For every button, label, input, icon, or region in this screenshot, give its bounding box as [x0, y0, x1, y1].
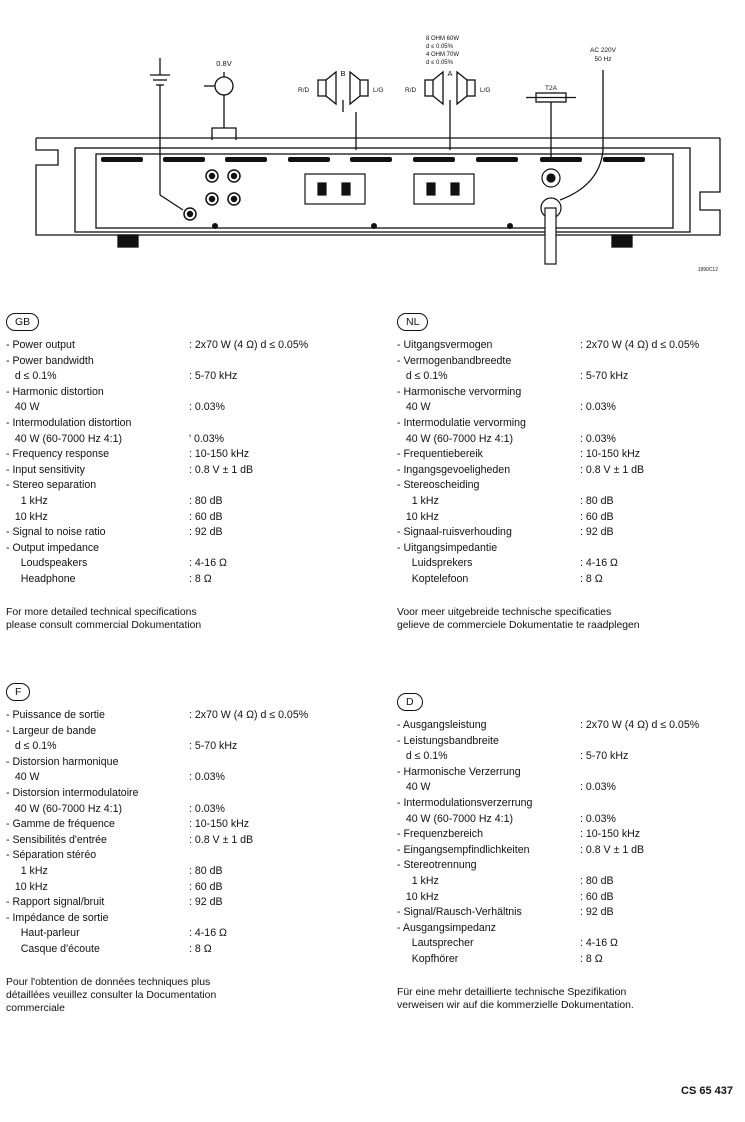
spec-value: : 60 dB: [580, 890, 614, 903]
spec-label: 40 W (60-7000 Hz 4:1): [6, 432, 122, 445]
spec-row: [6, 494, 308, 510]
amplifier-chassis: [36, 138, 720, 235]
spec-value: : 4-16 Ω: [580, 937, 618, 950]
spec-label: Kopfhörer: [397, 952, 459, 965]
spec-row: [6, 525, 308, 541]
spec-row: [397, 952, 699, 968]
spec-label: Loudspeakers: [6, 557, 88, 570]
input-connector-icon: [204, 72, 236, 140]
spec-value: : 4-16 Ω: [580, 557, 618, 570]
spec-label: - Stereoscheiding: [397, 479, 480, 492]
spec-label: 40 W (60-7000 Hz 4:1): [397, 432, 513, 445]
spec-row: [6, 802, 308, 818]
spec-row: [6, 755, 308, 771]
spec-row: [6, 385, 308, 401]
spec-label: - Ausgangsimpedanz: [397, 921, 496, 934]
spec-label: - Ausgangsleistung: [397, 719, 487, 731]
output-b-label: B: [340, 69, 346, 78]
spec-value: : 5-70 kHz: [580, 370, 629, 383]
spec-value: : 0.03%: [580, 432, 616, 445]
section-note: Voor meer uitgebreide technische specificaties gelieve de commerciele Dokumentatie te raadplegen: [397, 606, 640, 631]
spec-row: [397, 541, 699, 557]
spec-row: [6, 864, 308, 880]
spec-value: : 2x70 W (4 Ω) d ≤ 0.05%: [580, 339, 700, 351]
spec-label: Haut-parleur: [6, 927, 80, 940]
spec-row: [6, 354, 308, 370]
spec-value: : 92 dB: [189, 526, 223, 539]
spec-label: - Power output: [6, 339, 75, 351]
mains-cable: [545, 208, 556, 264]
mains-lead: [560, 70, 603, 200]
spec-row: [397, 400, 699, 416]
language-tag: GB: [6, 313, 39, 331]
spec-label: - Séparation stéréo: [6, 849, 97, 862]
section-note: Für eine mehr detaillierte technische Spezifikation verweisen wir auf die kommerzielle Dokumentation.: [397, 986, 634, 1011]
spec-value: : 0.03%: [189, 771, 225, 784]
language-tag: F: [6, 683, 30, 701]
spec-label: - Signal to noise ratio: [6, 526, 106, 539]
spec-label: Lautsprecher: [397, 937, 474, 950]
spec-row: [6, 770, 308, 786]
spec-value: : 60 dB: [189, 510, 223, 523]
spec-label: - Harmonische vervorming: [397, 385, 522, 398]
spec-label: - Puissance de sortie: [6, 709, 105, 721]
spec-row: [6, 880, 308, 896]
section-nl: [397, 313, 699, 632]
spec-row: [6, 510, 308, 526]
spec-label: 10 kHz: [397, 890, 439, 903]
spec-label: d ≤ 0.1%: [6, 740, 57, 753]
spec-row: [397, 510, 699, 526]
spec-label: - Sensibilités d'entrée: [6, 833, 107, 846]
rear-panel-diagram: [0, 0, 745, 285]
spec-value: : 92 dB: [580, 526, 614, 539]
spec-label: 10 kHz: [397, 510, 439, 523]
input-level-label: 0.8V: [216, 59, 232, 68]
spec-label: - Impédance de sortie: [6, 911, 109, 924]
speaker-a-left-label: R/D: [405, 87, 417, 94]
spec-row: [397, 556, 699, 572]
speaker-b-left-label: R/D: [298, 87, 310, 94]
spec-value: : 8 Ω: [580, 952, 603, 965]
spec-value: : 60 dB: [580, 510, 614, 523]
spec-value: : 0.8 V ± 1 dB: [580, 843, 645, 856]
spec-row: [397, 827, 699, 843]
language-tag: NL: [397, 313, 428, 331]
spec-value: : 0.03%: [189, 802, 225, 815]
spec-value: : 4-16 Ω: [189, 927, 227, 940]
spec-row: [397, 936, 699, 952]
spec-row: [6, 895, 308, 911]
spec-label: Casque d'écoute: [6, 942, 100, 955]
section-note: For more detailed technical specifications please consult commercial Dokumentation: [6, 606, 202, 631]
output-a-spec-1: 8 OHM 60W: [426, 36, 460, 42]
spec-row: [397, 905, 699, 921]
spec-row: [397, 447, 699, 463]
spec-label: Koptelefoon: [397, 572, 469, 585]
language-tag: D: [397, 693, 423, 711]
spec-label: - Stereo separation: [6, 479, 97, 492]
spec-label: - Frequenzbereich: [397, 828, 483, 841]
spec-label: - Harmonic distortion: [6, 385, 104, 398]
spec-row: [6, 942, 308, 958]
spec-label: 1 kHz: [6, 864, 48, 877]
spec-value: : 0.03%: [580, 781, 616, 794]
spec-row: [6, 739, 308, 755]
spec-row: [397, 354, 699, 370]
spec-label: - Largeur de bande: [6, 724, 97, 737]
spec-label: - Eingangsempfindlichkeiten: [397, 843, 530, 856]
spec-value: ' 0.03%: [189, 432, 225, 445]
spec-label: - Ingangsgevoeligheden: [397, 463, 511, 476]
spec-row: [397, 921, 699, 937]
spec-label: - Power bandwidth: [6, 354, 94, 367]
spec-value: : 8 Ω: [580, 572, 603, 585]
spec-label: - Intermodulation distortion: [6, 416, 132, 429]
spec-label: - Rapport signal/bruit: [6, 896, 105, 909]
spec-value: : 0.03%: [580, 812, 616, 825]
spec-label: - Uitgangsimpedantie: [397, 541, 498, 554]
spec-row: [397, 494, 699, 510]
spec-label: 40 W (60-7000 Hz 4:1): [6, 802, 122, 815]
spec-value: : 2x70 W (4 Ω) d ≤ 0.05%: [580, 719, 700, 731]
spec-row: [397, 385, 699, 401]
output-a-spec-3: 4 OHM 70W: [426, 52, 460, 58]
spec-row: [6, 833, 308, 849]
spec-row: [6, 478, 308, 494]
spec-value: : 10-150 kHz: [580, 448, 641, 461]
spec-row: [397, 749, 699, 765]
spec-label: - Gamme de fréquence: [6, 818, 115, 831]
section-gb: [6, 313, 308, 632]
spec-label: 40 W (60-7000 Hz 4:1): [397, 812, 513, 825]
spec-label: - Signaal-ruisverhouding: [397, 526, 512, 539]
section-note: Pour l'obtention de données techniques plus détaillées veuillez consulter la Documentation commerciale: [6, 976, 217, 1015]
spec-row: [397, 780, 699, 796]
spec-label: - Frequency response: [6, 448, 110, 461]
spec-row: [6, 911, 308, 927]
spec-row: [6, 369, 308, 385]
diagram-ref-code: 1990C12: [697, 267, 718, 273]
spec-value: : 8 Ω: [189, 942, 212, 955]
spec-label: - Output impedance: [6, 541, 100, 554]
section-f: [6, 683, 308, 1016]
spec-label: - Intermodulationsverzerrung: [397, 796, 533, 809]
spec-value: : 4-16 Ω: [189, 557, 227, 570]
spec-row: [6, 541, 308, 557]
spec-value: : 5-70 kHz: [189, 740, 238, 753]
spec-row: [397, 890, 699, 906]
spec-row: [397, 478, 699, 494]
spec-row: [6, 708, 308, 724]
mains-voltage-label: AC 220V: [589, 47, 617, 54]
spec-row: [6, 817, 308, 833]
spec-row: [6, 556, 308, 572]
spec-label: 1 kHz: [397, 874, 439, 887]
spec-value: : 10-150 kHz: [580, 828, 641, 841]
spec-label: d ≤ 0.1%: [397, 370, 448, 383]
spec-row: [397, 416, 699, 432]
spec-row: [397, 718, 699, 734]
spec-label: - Stereotrennung: [397, 859, 477, 872]
spec-row: [397, 572, 699, 588]
spec-value: : 2x70 W (4 Ω) d ≤ 0.05%: [189, 339, 309, 351]
spec-row: [6, 400, 308, 416]
spec-value: : 60 dB: [189, 880, 223, 893]
document-id: CS 65 437: [681, 1085, 733, 1097]
spec-row: [397, 765, 699, 781]
spec-value: : 10-150 kHz: [189, 448, 250, 461]
input-jacks: [184, 170, 240, 220]
spec-value: : 8 Ω: [189, 572, 212, 585]
spec-value: : 0.8 V ± 1 dB: [580, 463, 645, 476]
section-d: [397, 693, 699, 1012]
spec-row: [6, 463, 308, 479]
mains-frequency-label: 50 Hz: [594, 56, 612, 63]
spec-label: - Frequentiebereik: [397, 448, 483, 461]
spec-row: [6, 926, 308, 942]
spec-row: [6, 338, 308, 354]
spec-label: - Harmonische Verzerrung: [397, 765, 521, 778]
spec-row: [6, 572, 308, 588]
spec-row: [6, 447, 308, 463]
spec-value: : 80 dB: [189, 864, 223, 877]
ground-icon: [150, 58, 183, 210]
spec-value: : 2x70 W (4 Ω) d ≤ 0.05%: [189, 709, 309, 721]
spec-value: : 80 dB: [580, 494, 614, 507]
speaker-b-right-label: L/G: [373, 87, 384, 94]
spec-row: [397, 432, 699, 448]
spec-row: [397, 338, 699, 354]
spec-label: - Vermogenbandbreedte: [397, 354, 512, 367]
spec-label: - Signal/Rausch-Verhältnis: [397, 906, 522, 919]
fuse-label: T2A: [545, 85, 557, 92]
spec-label: 1 kHz: [397, 494, 439, 507]
spec-label: Luidsprekers: [397, 557, 473, 570]
spec-label: - Intermodulatie vervorming: [397, 416, 526, 429]
spec-row: [397, 369, 699, 385]
spec-row: [6, 786, 308, 802]
spec-label: 40 W: [6, 401, 40, 414]
spec-value: : 80 dB: [580, 874, 614, 887]
spec-label: - Distorsion intermodulatoire: [6, 786, 139, 799]
spec-row: [397, 796, 699, 812]
output-a-label: A: [447, 69, 453, 78]
spec-label: 40 W: [397, 781, 431, 794]
spec-row: [6, 724, 308, 740]
spec-label: Headphone: [6, 572, 76, 585]
spec-row: [397, 843, 699, 859]
spec-value: : 80 dB: [189, 494, 223, 507]
speaker-terminal-a: [414, 174, 474, 204]
spec-label: 1 kHz: [6, 494, 48, 507]
spec-row: [397, 734, 699, 750]
spec-value: : 0.8 V ± 1 dB: [189, 463, 254, 476]
spec-value: : 5-70 kHz: [189, 370, 238, 383]
spec-label: 40 W: [397, 401, 431, 414]
speaker-a-right-label: L/G: [480, 87, 491, 94]
spec-row: [6, 432, 308, 448]
spec-value: : 0.03%: [580, 401, 616, 414]
spec-label: - Uitgangsvermogen: [397, 339, 493, 351]
spec-row: [6, 848, 308, 864]
spec-label: 10 kHz: [6, 880, 48, 893]
spec-value: : 0.03%: [189, 401, 225, 414]
fuse-icon: [526, 93, 576, 160]
spec-label: - Distorsion harmonique: [6, 755, 119, 768]
spec-value: : 0.8 V ± 1 dB: [189, 833, 254, 846]
spec-label: 10 kHz: [6, 510, 48, 523]
spec-value: : 92 dB: [189, 896, 223, 909]
spec-value: : 92 dB: [580, 906, 614, 919]
spec-row: [397, 874, 699, 890]
output-a-spec-4: d ≤ 0.05%: [426, 60, 453, 66]
spec-row: [397, 812, 699, 828]
spec-label: d ≤ 0.1%: [397, 750, 448, 763]
spec-value: : 5-70 kHz: [580, 750, 629, 763]
spec-value: : 10-150 kHz: [189, 818, 250, 831]
speaker-terminal-b: [305, 174, 365, 204]
spec-label: - Leistungsbandbreite: [397, 734, 499, 747]
spec-label: d ≤ 0.1%: [6, 370, 57, 383]
spec-row: [397, 858, 699, 874]
spec-label: 40 W: [6, 771, 40, 784]
spec-row: [397, 463, 699, 479]
output-a-spec-2: d ≤ 0.05%: [426, 44, 453, 50]
spec-row: [397, 525, 699, 541]
spec-row: [6, 416, 308, 432]
spec-label: - Input sensitivity: [6, 463, 85, 476]
